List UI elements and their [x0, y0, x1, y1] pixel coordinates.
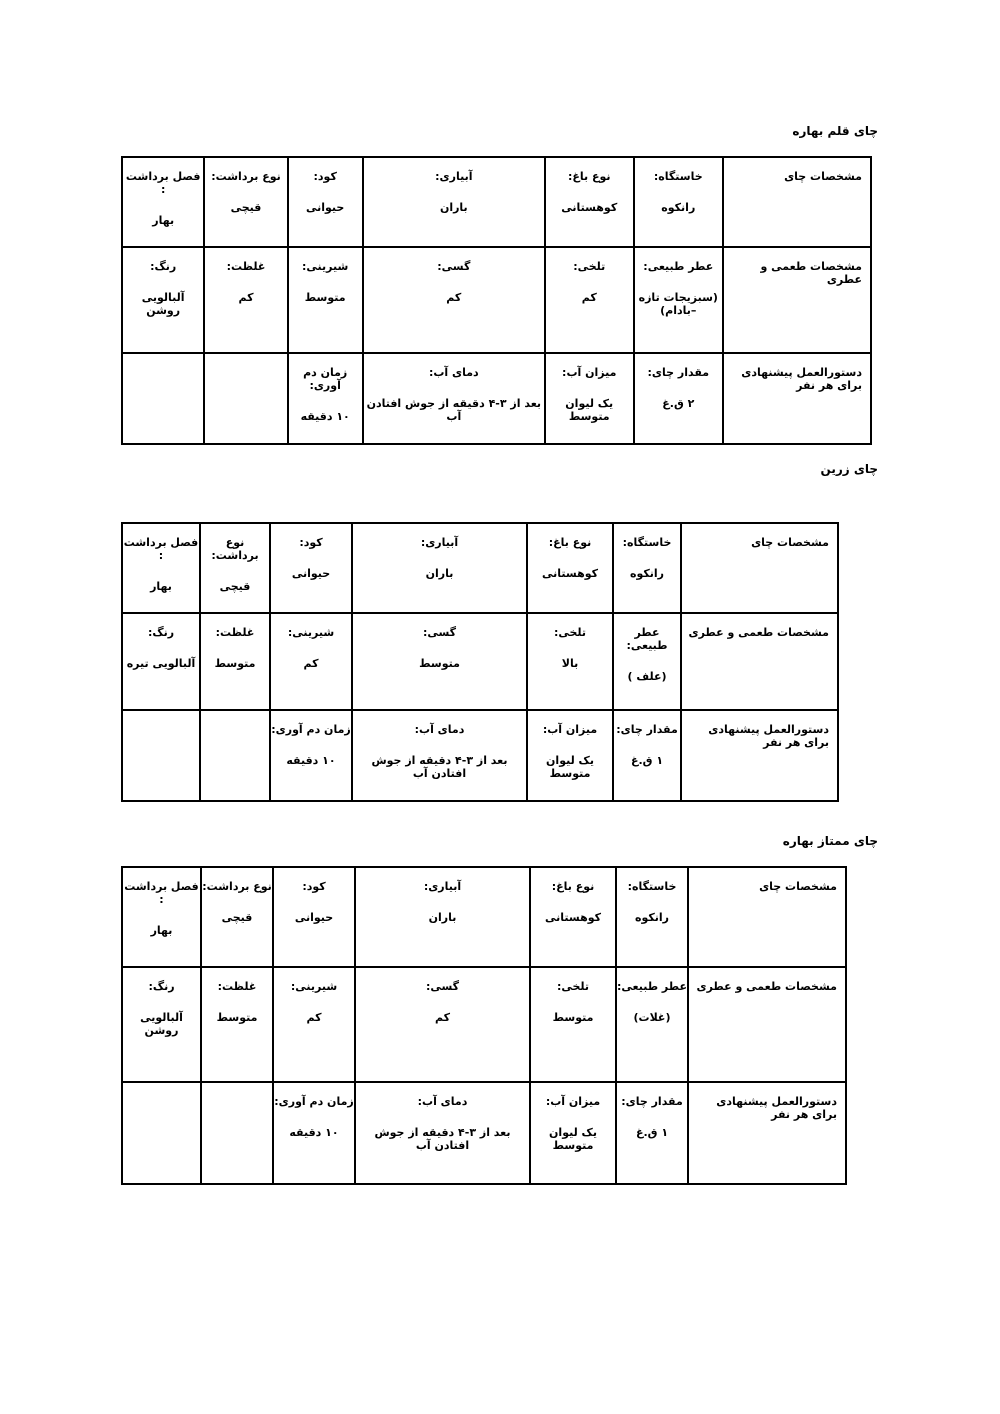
cell-bitterness: تلخی: کم: [545, 247, 634, 353]
cell-color: رنگ: آلبالویی تیره: [122, 613, 200, 710]
cell-harvest-type: نوع برداشت: قیچی: [200, 523, 270, 613]
tea-spec-table: [121, 522, 839, 802]
cell-harvest-type: نوع برداشت: قیچی: [201, 867, 273, 967]
cell-harvest-season: فصل برداشت : بهار: [122, 523, 200, 613]
cell-density: غلظت: کم: [204, 247, 287, 353]
cell-tea-amount: مقدار چای: ۲ ق.غ: [634, 353, 724, 444]
cell-density: غلظت: متوسط: [201, 967, 273, 1082]
cell-fertilizer: کود: حیوانی: [288, 157, 363, 247]
cell-empty: [122, 710, 200, 801]
row-head-tea-specs: مشخصات چای: [723, 157, 871, 247]
row-head-flavor: مشخصات طعمی و عطری: [681, 613, 838, 710]
cell-harvest-type: نوع برداشت: قیچی: [204, 157, 287, 247]
row-head-flavor: مشخصات طعمی و عطری: [723, 247, 871, 353]
tea-title: چای زرین: [820, 462, 878, 476]
cell-astringency: گسی: متوسط: [352, 613, 527, 710]
cell-water-temp: دمای آب: بعد از ۳-۴ دقیقه از جوش افتادن آب: [363, 353, 545, 444]
cell-empty: [201, 1082, 273, 1184]
cell-garden: نوع باغ: کوهستانی: [527, 523, 613, 613]
cell-empty: [122, 353, 204, 444]
cell-tea-amount: مقدار چای: ۱ ق.غ: [616, 1082, 688, 1184]
cell-fertilizer: کود: حیوانی: [270, 523, 352, 613]
cell-color: رنگ: آلبالویی روشن: [122, 967, 201, 1082]
cell-harvest-season: فصل برداشت : بهار: [122, 157, 204, 247]
cell-fertilizer: کود: حیوانی: [273, 867, 355, 967]
cell-tea-amount: مقدار چای: ۱ ق.غ: [613, 710, 681, 801]
cell-astringency: گسی: کم: [355, 967, 530, 1082]
cell-aroma: عطر طبیعی: (علف ): [613, 613, 681, 710]
cell-water-temp: دمای آب: بعد از ۳-۴ دقیقه از جوش افتادن آب: [355, 1082, 530, 1184]
tea-title: چای قلم بهاره: [792, 124, 878, 138]
cell-empty: [200, 710, 270, 801]
cell-brew-time: زمان دم آوری: ۱۰ دقیقه: [270, 710, 352, 801]
cell-astringency: گسی: کم: [363, 247, 545, 353]
row-head-tea-specs: مشخصات چای: [681, 523, 838, 613]
cell-garden: نوع باغ: کوهستانی: [530, 867, 616, 967]
row-head-recipe: دستورالعمل پیشنهادی برای هر نفر: [723, 353, 871, 444]
cell-water-amount: میزان آب: یک لیوان متوسط: [530, 1082, 616, 1184]
cell-brew-time: زمان دم آوری: ۱۰ دقیقه: [288, 353, 363, 444]
cell-brew-time: زمان دم آوری: ۱۰ دقیقه: [273, 1082, 355, 1184]
cell-origin: خاستگاه: رانکوه: [634, 157, 724, 247]
row-head-recipe: دستورالعمل پیشنهادی برای هر نفر: [681, 710, 838, 801]
cell-color: رنگ: آلبالویی روشن: [122, 247, 204, 353]
cell-irrigation: آبیاری: باران: [355, 867, 530, 967]
cell-irrigation: آبیاری: باران: [352, 523, 527, 613]
cell-garden: نوع باغ: کوهستانی: [545, 157, 634, 247]
cell-aroma: عطر طبیعی: (غلات): [616, 967, 688, 1082]
cell-aroma: عطر طبیعی: (سبزیجات تازه –بادام): [634, 247, 724, 353]
tea-spec-table: [121, 866, 847, 1185]
cell-origin: خاستگاه: رانکوه: [616, 867, 688, 967]
tea-title: چای ممتاز بهاره: [782, 834, 878, 848]
cell-water-amount: میزان آب: یک لیوان متوسط: [545, 353, 634, 444]
cell-water-temp: دمای آب: بعد از ۳-۴ دقیقه از جوش افتادن آب: [352, 710, 527, 801]
cell-sweetness: شیرینی: متوسط: [288, 247, 363, 353]
cell-empty: [204, 353, 287, 444]
cell-sweetness: شیرینی: کم: [273, 967, 355, 1082]
cell-water-amount: میزان آب: یک لیوان متوسط: [527, 710, 613, 801]
cell-density: غلظت: متوسط: [200, 613, 270, 710]
cell-empty: [122, 1082, 201, 1184]
row-head-flavor: مشخصات طعمی و عطری: [688, 967, 846, 1082]
cell-bitterness: تلخی: متوسط: [530, 967, 616, 1082]
tea-spec-table: [121, 156, 872, 445]
cell-irrigation: آبیاری: باران: [363, 157, 545, 247]
row-head-tea-specs: مشخصات چای: [688, 867, 846, 967]
cell-bitterness: تلخی: بالا: [527, 613, 613, 710]
cell-origin: خاستگاه: رانکوه: [613, 523, 681, 613]
cell-sweetness: شیرینی: کم: [270, 613, 352, 710]
cell-harvest-season: فصل برداشت : بهار: [122, 867, 201, 967]
row-head-recipe: دستورالعمل پیشنهادی برای هر نفر: [688, 1082, 846, 1184]
